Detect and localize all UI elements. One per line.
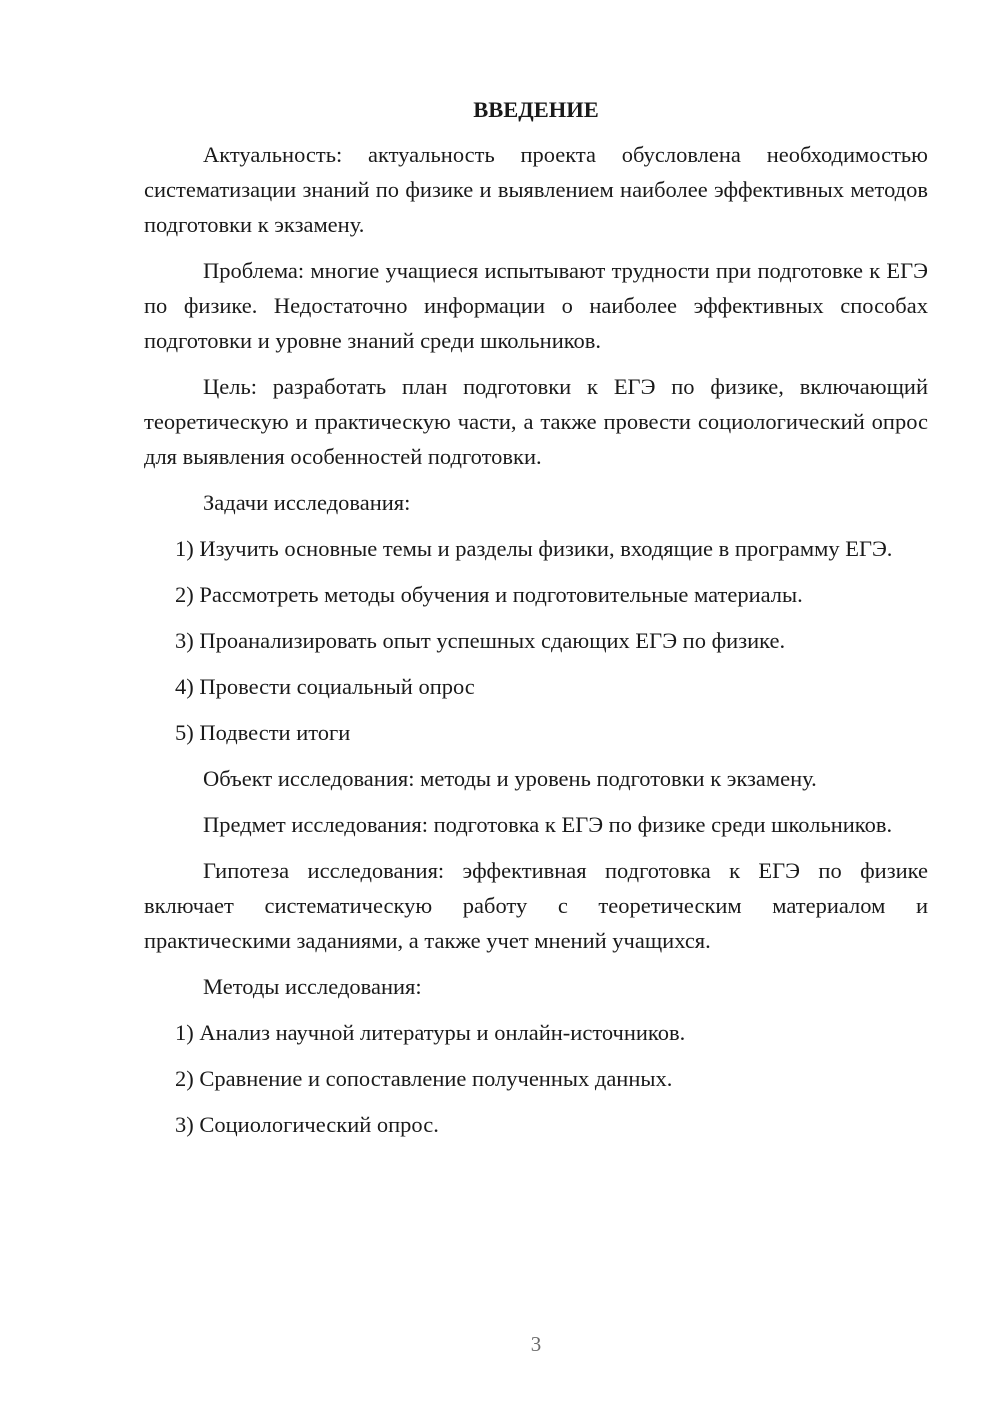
task-item: 4) Провести социальный опрос (175, 674, 475, 699)
page-number: 3 (530, 1332, 542, 1356)
tasks-heading: Задачи исследования: (203, 490, 411, 515)
relevance-paragraph: Актуальность: актуальность проекта обусловлена необходимостью систематизации знаний по физике и выявлением наиболее эффективных методов подготовки к экзамену. (144, 142, 928, 237)
hypothesis-paragraph: Гипотеза исследования: эффективная подготовка к ЕГЭ по физике включает систематическую работу с теоретическим материалом и практическими заданиями, а также учет мнений учащихся. (144, 858, 928, 953)
goal-paragraph: Цель: разработать план подготовки к ЕГЭ по физике, включающий теоретическую и практическую части, а также провести социологический опрос для выявления особенностей подготовки. (144, 374, 928, 469)
task-item: 3) Проанализировать опыт успешных сдающих ЕГЭ по физике. (175, 628, 786, 653)
task-item: 5) Подвести итоги (175, 720, 351, 745)
object-paragraph: Объект исследования: методы и уровень подготовки к экзамену. (203, 766, 817, 791)
section-title: ВВЕДЕНИЕ (473, 97, 599, 122)
methods-heading: Методы исследования: (203, 974, 422, 999)
method-item: 3) Социологический опрос. (175, 1112, 439, 1137)
problem-paragraph: Проблема: многие учащиеся испытывают трудности при подготовке к ЕГЭ по физике. Недостаточно информации о наиболее эффективных способах подготовки и уровне знаний среди школьников. (144, 258, 928, 353)
subject-paragraph: Предмет исследования: подготовка к ЕГЭ по физике среди школьников. (203, 812, 893, 837)
task-item: 2) Рассмотреть методы обучения и подготовительные материалы. (175, 582, 803, 607)
document-page (144, 92, 928, 1153)
task-item: 1) Изучить основные темы и разделы физики, входящие в программу ЕГЭ. (175, 536, 893, 561)
method-item: 2) Сравнение и сопоставление полученных данных. (175, 1066, 673, 1091)
method-item: 1) Анализ научной литературы и онлайн-источников. (175, 1020, 686, 1045)
